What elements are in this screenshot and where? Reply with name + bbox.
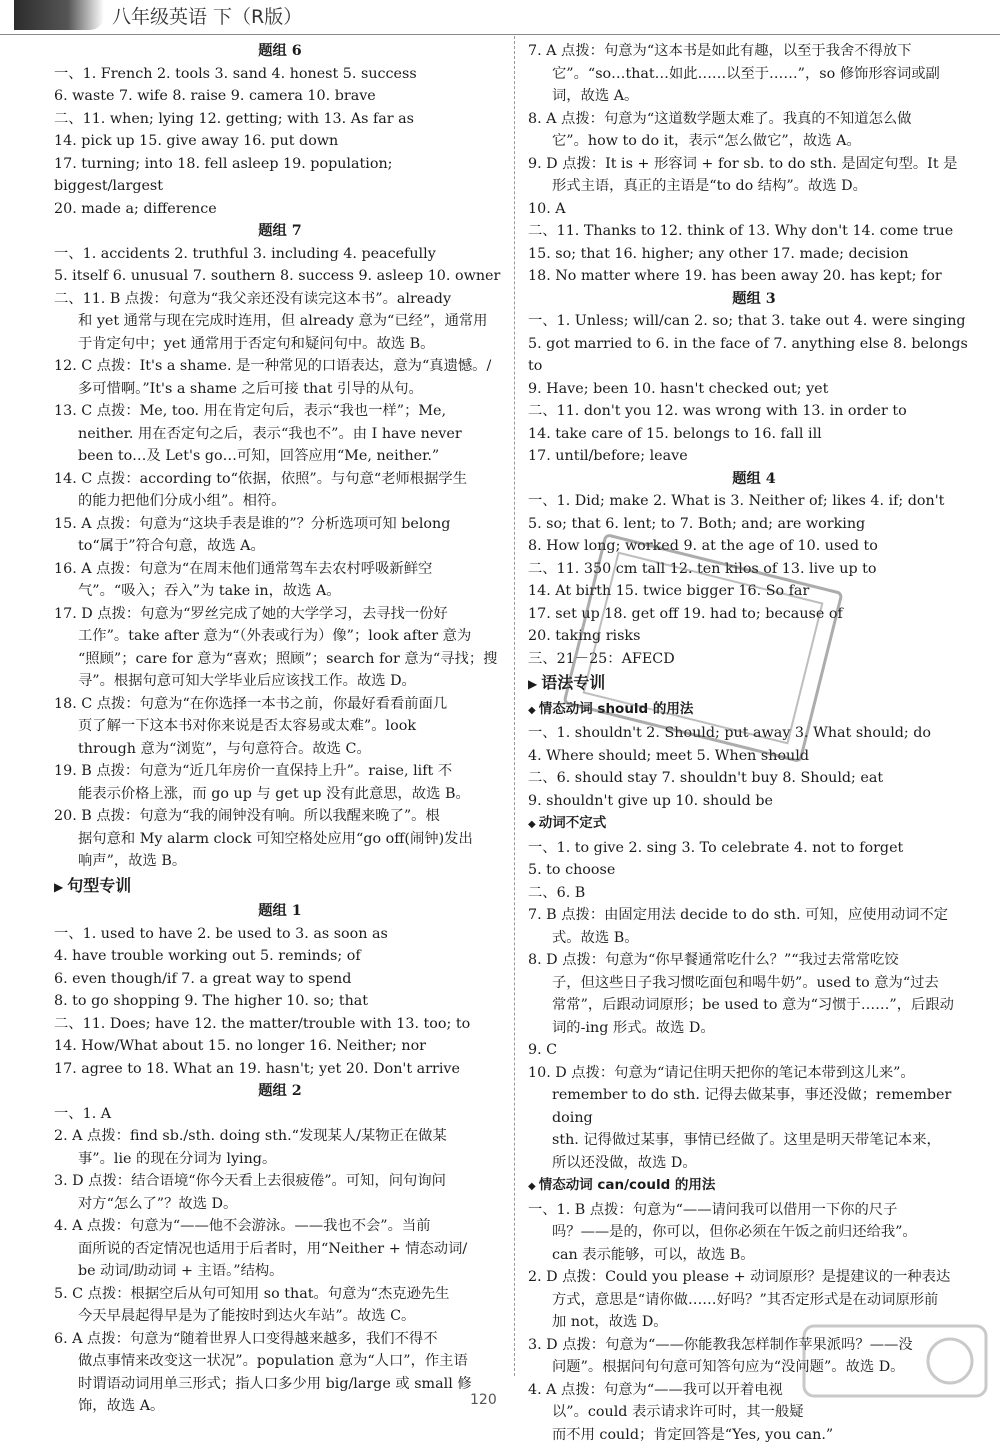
book-logo-icon xyxy=(14,0,104,30)
answer-line-continued: be 动词/助动词 + 主语。”结构。 xyxy=(54,1260,506,1283)
answer-line-continued: 事”。lie 的现在分词为 lying。 xyxy=(54,1148,506,1171)
subsection-title-text: 情态动词 can/could 的用法 xyxy=(539,1177,716,1193)
answer-line-continued: 形式主语，真正的主语是“to do 结构”。故选 D。 xyxy=(528,175,980,198)
answer-line-continued: 响声”，故选 B。 xyxy=(54,850,506,873)
play-triangle-icon: ▶ xyxy=(54,880,63,894)
answer-line: 16. A 点拨：句意为“在周末他们通常驾车去农村呼吸新鲜空 xyxy=(54,558,506,581)
answer-line: 3. D 点拨：句意为“——你能教我怎样制作苹果派吗？——没 xyxy=(528,1334,980,1357)
answer-line-continued: 的能力把他们分成小组”。相符。 xyxy=(54,490,506,513)
diamond-bullet-icon: ◆ xyxy=(528,819,536,830)
answer-line: 17. D 点拨：句意为“罗丝完成了她的大学学习，去寻找一份好 xyxy=(54,603,506,626)
answer-line-continued: 子，但这些日子我习惯吃面包和喝牛奶”。used to 意为“过去 xyxy=(528,972,980,995)
answer-line: 二、11. Thanks to 12. think of 13. Why don't 14. come true xyxy=(528,220,980,243)
answer-line-continued: 词的-ing 形式。故选 D。 xyxy=(528,1017,980,1040)
answer-line: 6. waste 7. wife 8. raise 9. camera 10. brave xyxy=(54,85,506,108)
answer-line: 4. A 点拨：句意为“——我可以开着电视 xyxy=(528,1379,980,1402)
answer-line: 2. A 点拨：find sb./sth. doing sth.“发现某人/某物正在做某 xyxy=(54,1125,506,1148)
answer-line-continued: been to…及 Let's go…可知，回答应用“Me, neither.” xyxy=(54,445,506,468)
answer-line-continued: 对方“怎么了”？故选 D。 xyxy=(54,1193,506,1216)
answer-line-continued: 据句意和 My alarm clock 可知空格处应用“go off(闹钟)发出 xyxy=(54,828,506,851)
answer-line: 20. made a; difference xyxy=(54,198,506,221)
answer-line: 17. set up 18. get off 19. had to; because of xyxy=(528,603,980,626)
answer-line-continued: 式。故选 B。 xyxy=(528,927,980,950)
page-title: 八年级英语 下（R版） xyxy=(112,2,302,29)
answer-line: 8. D 点拨：句意为“你早餐通常吃什么？”“我过去常常吃饺 xyxy=(528,949,980,972)
section-title-text: 句型专训 xyxy=(67,876,131,895)
answer-line-continued: 词，故选 A。 xyxy=(528,85,980,108)
diamond-bullet-icon: ◆ xyxy=(528,705,536,716)
column-divider xyxy=(514,36,515,1376)
answer-line: 7. B 点拨：由固定用法 decide to do sth. 可知，应使用动词不定 xyxy=(528,904,980,927)
subsection-title xyxy=(528,1174,980,1199)
group-heading: 题组 6 xyxy=(54,40,506,63)
answer-line: 19. B 点拨：句意为“近几年房价一直保持上升”。raise, lift 不 xyxy=(54,760,506,783)
answer-line: 一、1. A xyxy=(54,1103,506,1126)
answer-line: 5. to choose xyxy=(528,859,980,882)
play-triangle-icon: ▶ xyxy=(528,677,537,691)
answer-line-continued: remember to do sth. 记得去做某事，事还没做；remember doing xyxy=(528,1084,980,1129)
answer-line: 8. to go shopping 9. The higher 10. so; that xyxy=(54,990,506,1013)
answer-line: 4. A 点拨：句意为“——他不会游泳。——我也不会”。当前 xyxy=(54,1215,506,1238)
answer-line: 18. C 点拨：句意为“在你选择一本书之前，你最好看看前面几 xyxy=(54,693,506,716)
answer-line-continued: 它”。“so…that…如此……以至于……”，so 修饰形容词或副 xyxy=(528,63,980,86)
answer-line: 一、1. B 点拨：句意为“——请问我可以借用一下你的尺子 xyxy=(528,1199,980,1222)
answer-line: 5. got married to 6. in the face of 7. anything else 8. belongs to xyxy=(528,333,980,378)
answer-line-continued: 多可惜啊。”It's a shame 之后可接 that 引导的从句。 xyxy=(54,378,506,401)
answer-line-continued: can 表示能够，可以，故选 B。 xyxy=(528,1244,980,1267)
answer-line: 9. Have; been 10. hasn't checked out; yet xyxy=(528,378,980,401)
answer-line-continued: “照顾”；care for 意为“喜欢；照顾”；search for 意为“寻找；搜 xyxy=(54,648,506,671)
answer-line: 15. A 点拨：句意为“这块手表是谁的”？分析选项可知 belong xyxy=(54,513,506,536)
answer-line-continued: 气”。“吸入；吞入”为 take in，故选 A。 xyxy=(54,580,506,603)
answer-line-continued: 做点事情来改变这一状况”。population 意为“人口”，作主语 xyxy=(54,1350,506,1373)
answer-line: 9. C xyxy=(528,1039,980,1062)
page-header xyxy=(0,0,1000,35)
answer-line: 4. have trouble working out 5. reminds; of xyxy=(54,945,506,968)
answer-line: 二、11. don't you 12. was wrong with 13. in order to xyxy=(528,400,980,423)
answer-line-continued: 所以还没做，故选 D。 xyxy=(528,1152,980,1175)
answer-line-continued: 方式，意思是“请你做……好吗？”其否定形式是在动词原形前 xyxy=(528,1289,980,1312)
answer-line-continued: 以”。could 表示请求许可时，其一般疑 xyxy=(528,1401,980,1424)
answer-line: 7. A 点拨：句意为“这本书是如此有趣，以至于我舍不得放下 xyxy=(528,40,980,63)
answer-line: 二、11. B 点拨：句意为“我父亲还没有读完这本书”。already xyxy=(54,288,506,311)
answer-line-continued: 和 yet 通常与现在完成时连用，但 already 意为“已经”，通常用 xyxy=(54,310,506,333)
answer-line-continued: 它”。how to do it，表示“怎么做它”，故选 A。 xyxy=(528,130,980,153)
section-title xyxy=(54,875,506,899)
answer-line: 一、1. used to have 2. be used to 3. as soon as xyxy=(54,923,506,946)
answer-line-continued: 寻”。根据句意可知大学毕业后应该找工作。故选 D。 xyxy=(54,670,506,693)
answer-line-continued: 加 not，故选 D。 xyxy=(528,1311,980,1334)
answer-line-continued: 能表示价格上涨，而 go up 与 get up 没有此意思，故选 B。 xyxy=(54,783,506,806)
answer-line: 二、6. B xyxy=(528,882,980,905)
subsection-title-text: 情态动词 should 的用法 xyxy=(539,701,694,717)
answer-line: 一、1. accidents 2. truthful 3. including 4. peacefully xyxy=(54,243,506,266)
answer-line: 二、11. when; lying 12. getting; with 13. As far as xyxy=(54,108,506,131)
answer-line: 10. A xyxy=(528,198,980,221)
group-heading: 题组 4 xyxy=(528,468,980,491)
answer-line: 13. C 点拨：Me, too. 用在肯定句后，表示“我也一样”；Me, xyxy=(54,400,506,423)
answer-line: 一、1. Did; make 2. What is 3. Neither of; likes 4. if; don't xyxy=(528,490,980,513)
answer-line: 9. shouldn't give up 10. should be xyxy=(528,790,980,813)
answer-line: 3. D 点拨：结合语境“你今天看上去很疲倦”。可知，问句询问 xyxy=(54,1170,506,1193)
answer-line: 14. At birth 15. twice bigger 16. So far xyxy=(528,580,980,603)
answer-line-continued: 今天早晨起得早是为了能按时到达火车站”。故选 C。 xyxy=(54,1305,506,1328)
answer-line: 三、21－25：AFECD xyxy=(528,648,980,671)
site-watermark-icon xyxy=(800,1318,990,1404)
page-number: 120 xyxy=(470,1392,497,1408)
answer-line: 4. Where should; meet 5. When should xyxy=(528,745,980,768)
answer-line: 14. How/What about 15. no longer 16. Neither; nor xyxy=(54,1035,506,1058)
answer-line: 14. C 点拨：according to“依据，依照”。与句意“老师根据学生 xyxy=(54,468,506,491)
answer-line-continued: through 意为“浏览”，与句意符合。故选 C。 xyxy=(54,738,506,761)
answer-line: 14. pick up 15. give away 16. put down xyxy=(54,130,506,153)
answer-line: 一、1. to give 2. sing 3. To celebrate 4. not to forget xyxy=(528,837,980,860)
answer-line-continued: 工作”。take after 意为“（外表或行为）像”；look after 意为 xyxy=(54,625,506,648)
answer-line: 5. C 点拨：根据空后从句可知用 so that。句意为“杰克逊先生 xyxy=(54,1283,506,1306)
answer-line-continued: 吗？——是的，你可以，但你必须在午饭之前归还给我”。 xyxy=(528,1221,980,1244)
answer-line-continued: 页了解一下这本书对你来说是否太容易或太难”。look xyxy=(54,715,506,738)
answer-line: 二、11. 350 cm tall 12. ten kilos of 13. live up to xyxy=(528,558,980,581)
answer-line: 一、1. Unless; will/can 2. so; that 3. take out 4. were singing xyxy=(528,310,980,333)
group-heading: 题组 1 xyxy=(54,900,506,923)
answer-line: 5. itself 6. unusual 7. southern 8. success 9. asleep 10. owner xyxy=(54,265,506,288)
answer-line-continued: 问题”。根据问句句意可知答句应为“没问题”。故选 D。 xyxy=(528,1356,980,1379)
answer-line: 17. agree to 18. What an 19. hasn't; yet 20. Don't arrive xyxy=(54,1058,506,1081)
answer-line-continued: neither. 用在否定句之后，表示“我也不”。由 I have never xyxy=(54,423,506,446)
answer-line: 2. D 点拨：Could you please + 动词原形？是提建议的一种表达 xyxy=(528,1266,980,1289)
subsection-title-text: 动词不定式 xyxy=(539,815,607,831)
answer-line: 6. even though/if 7. a great way to spend xyxy=(54,968,506,991)
answer-line: 10. D 点拨：句意为“请记住明天把你的笔记本带到这儿来”。 xyxy=(528,1062,980,1085)
group-heading: 题组 7 xyxy=(54,220,506,243)
answer-line: 9. D 点拨：It is + 形容词 + for sb. to do sth. 是固定句型。It 是 xyxy=(528,153,980,176)
answer-line: 8. A 点拨：句意为“这道数学题太难了。我真的不知道怎么做 xyxy=(528,108,980,131)
answer-line: 15. so; that 16. higher; any other 17. made; decision xyxy=(528,243,980,266)
answer-line: 5. so; that 6. lent; to 7. Both; and; are working xyxy=(528,513,980,536)
answer-line: 17. turning; into 18. fell asleep 19. population; biggest/largest xyxy=(54,153,506,198)
left-column xyxy=(54,40,506,1418)
answer-line-continued: 饰，故选 A。 xyxy=(54,1395,506,1418)
group-heading: 题组 3 xyxy=(528,288,980,311)
diamond-bullet-icon: ◆ xyxy=(528,1181,536,1192)
answer-line-continued: sth. 记得做过某事，事情已经做了。这里是明天带笔记本来， xyxy=(528,1129,980,1152)
subsection-title xyxy=(528,812,980,837)
answer-line-continued: 面所说的否定情况也适用于后者时，用“Neither + 情态动词/ xyxy=(54,1238,506,1261)
answer-line: 一、1. shouldn't 2. Should; put away 3. What should; do xyxy=(528,722,980,745)
answer-line: 14. take care of 15. belongs to 16. fall ill xyxy=(528,423,980,446)
answer-line: 17. until/before; leave xyxy=(528,445,980,468)
answer-line: 12. C 点拨：It's a shame. 是一种常见的口语表达，意为“真遗憾。/ xyxy=(54,355,506,378)
section-title-text: 语法专训 xyxy=(541,673,605,692)
answer-line: 20. taking risks xyxy=(528,625,980,648)
answer-line: 8. How long; worked 9. at the age of 10. used to xyxy=(528,535,980,558)
answer-line: 二、6. should stay 7. shouldn't buy 8. Should; eat xyxy=(528,767,980,790)
answer-line-continued: 而不用 could；肯定回答是“Yes, you can.” xyxy=(528,1424,980,1446)
group-heading: 题组 2 xyxy=(54,1080,506,1103)
answer-line-continued: 于肯定句中；yet 通常用于否定句和疑问句中。故选 B。 xyxy=(54,333,506,356)
answer-line: 20. B 点拨：句意为“我的闹钟没有响。所以我醒来晚了”。根 xyxy=(54,805,506,828)
answer-line: 6. A 点拨：句意为“随着世界人口变得越来越多，我们不得不 xyxy=(54,1328,506,1351)
answer-line-continued: 常常”，后跟动词原形；be used to 意为“习惯于……”，后跟动 xyxy=(528,994,980,1017)
answer-line: 18. No matter where 19. has been away 20. has kept; for xyxy=(528,265,980,288)
answer-line-continued: to“属于”符合句意，故选 A。 xyxy=(54,535,506,558)
answer-line: 二、11. Does; have 12. the matter/trouble with 13. too; to xyxy=(54,1013,506,1036)
answer-line: 一、1. French 2. tools 3. sand 4. honest 5. success xyxy=(54,63,506,86)
answer-line-continued: 时谓语动词用单三形式；指人口多少用 big/large 或 small 修 xyxy=(54,1373,506,1396)
